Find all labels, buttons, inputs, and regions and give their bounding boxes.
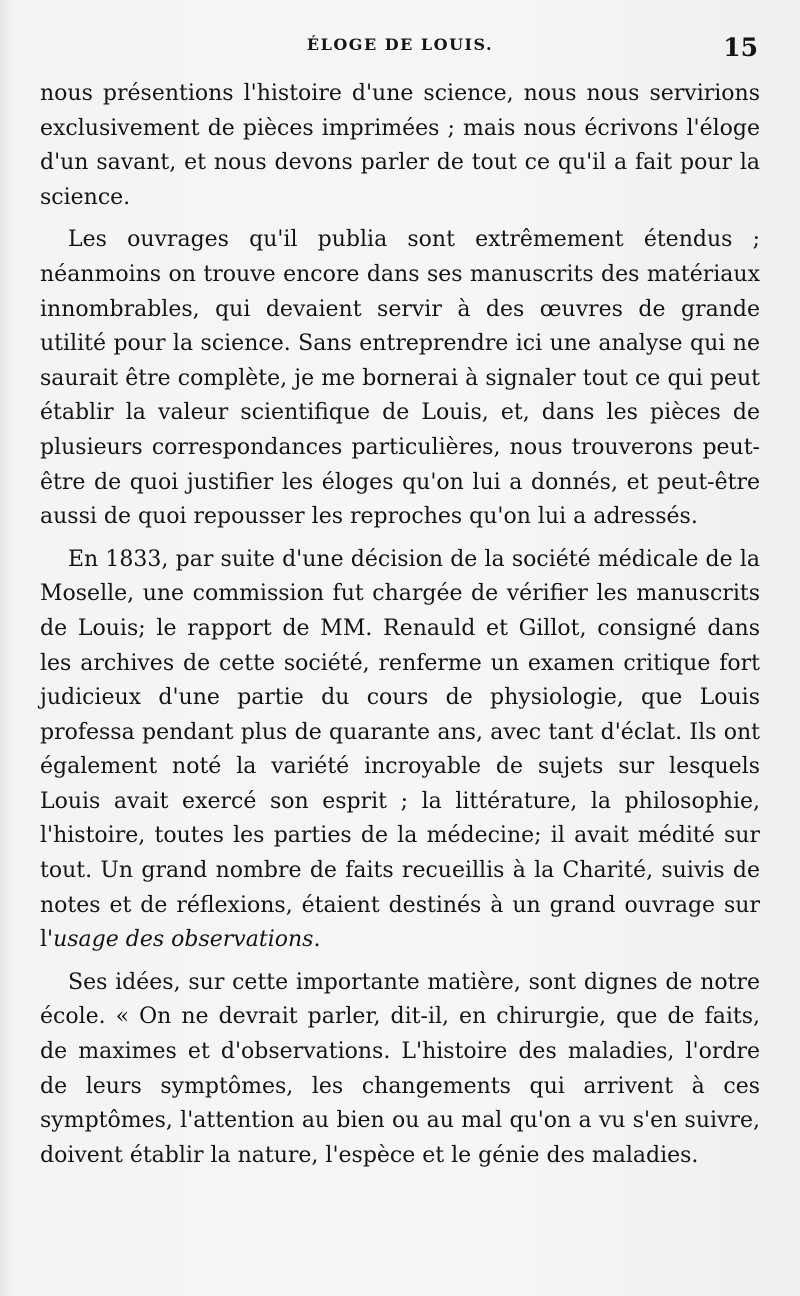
paragraph-3-text: En 1833, par suite d'une décision de la société médicale de la Moselle, une commission fut chargée de vérifier les manuscrits de Louis; le rapport de MM. Renauld et Gillot, consigné dans les archives de cette société, renferme un examen critique fort judicieux d'une partie du cours de physiologie, que Louis professa pendant plus de quarante ans, avec tant d'éclat. Ils ont également noté la variété incroyable de sujets sur lesquels Louis avait exercé son esprit ; la littérature, la philosophie, l'histoire, toutes les parties de la médecine; il avait médité sur tout. Un grand nombre de faits recueillis à la Charité, suivis de notes et de réflexions, étaient destinés à un grand ouvrage sur l' — [40, 546, 760, 953]
paragraph-2: Les ouvrages qu'il publia sont extrêmement étendus ; néanmoins on trouve encore dans ses manuscrits des matériaux innombrables, qui devaient servir à des œuvres de grande utilité pour la science. Sans entreprendre ici une analyse qui ne saurait être complète, je me bornerai à signaler tout ce qui peut établir la valeur scientifique de Louis, et, dans les pièces de plusieurs correspondances particulières, nous trouverons peut-être de quoi justifier les éloges qu'on lui a donnés, et peut-être aussi de quoi repousser les reproches qu'on lui a adressés. — [40, 227, 760, 530]
page-header — [40, 33, 760, 63]
body-text — [40, 77, 760, 1173]
paragraph-3 — [40, 543, 760, 958]
page-number: 15 — [723, 33, 758, 62]
italic-title: usage des observations — [53, 927, 314, 953]
paragraph-1: nous présentions l'histoire d'une science, nous nous servirions exclusivement de pièces imprimées ; mais nous écrivons l'éloge d'un savant, et nous devons parler de tout ce qu'il a fait pour la science. — [40, 81, 760, 210]
running-title: ÉLOGE DE LOUIS. — [306, 35, 494, 54]
paragraph-3-end: . — [313, 927, 321, 953]
paragraph-4: Ses idées, sur cette importante matière, sont dignes de notre école. « On ne devrait parler, dit-il, en chirurgie, que de faits, de maximes et d'observations. L'histoire des maladies, l'ordre de leurs symptômes, les changements qui arrivent à ces symptômes, l'attention au bien ou au mal qu'on a vu s'en suivre, doivent établir la nature, l'espèce et le génie des maladies. — [40, 969, 760, 1168]
